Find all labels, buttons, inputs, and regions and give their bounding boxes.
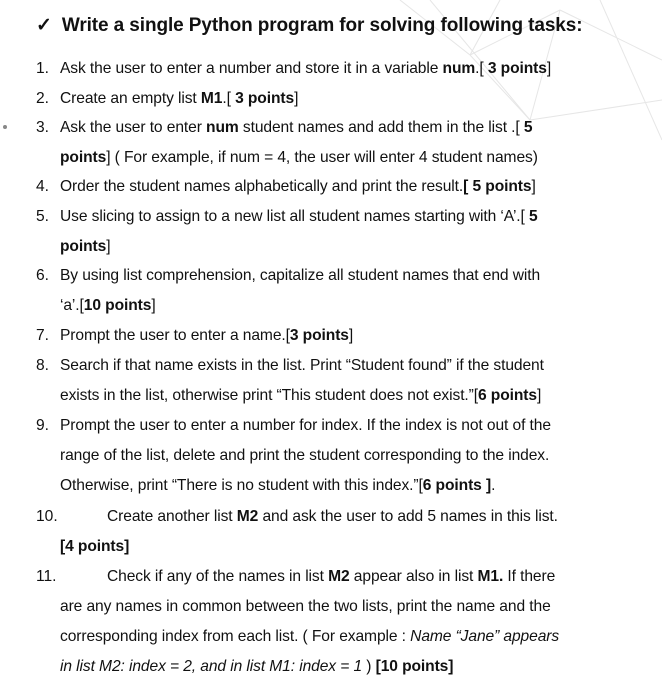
item-text-line: Ask the user to enter num student names and add them in the list .[ 5 bbox=[60, 119, 533, 136]
item-text-line: [4 points] bbox=[60, 538, 130, 555]
item-text-line: Create another list M2 and ask the user to add 5 names in this list. bbox=[107, 508, 558, 525]
item-text-line: ‘a’.[10 points] bbox=[60, 297, 156, 314]
item-number: 3. bbox=[36, 119, 50, 136]
item-text-line: points] bbox=[60, 238, 111, 255]
item-text-line: range of the list, delete and print the student corresponding to the index. bbox=[60, 447, 550, 464]
item-text-line: Prompt the user to enter a number for index. If the index is not out of the bbox=[60, 417, 551, 434]
item-text-line: exists in the list, otherwise print “This student does not exist.”[6 points] bbox=[60, 387, 542, 404]
item-number: 10. bbox=[36, 508, 58, 525]
item-text-line: corresponding index from each list. ( For example : Name “Jane” appears bbox=[60, 628, 560, 645]
item-text-line: Search if that name exists in the list. Print “Student found” if the student bbox=[60, 357, 544, 374]
item-number: 5. bbox=[36, 208, 50, 225]
checkmark-icon: ✓ bbox=[36, 15, 52, 36]
item-text-line: Order the student names alphabetically and print the result.[ 5 points] bbox=[60, 178, 536, 195]
item-text-line: Create an empty list M1.[ 3 points] bbox=[60, 90, 299, 107]
item-number: 1. bbox=[36, 60, 50, 77]
item-number: 7. bbox=[36, 327, 50, 344]
item-text-line: By using list comprehension, capitalize all student names that end with bbox=[60, 267, 541, 284]
page-title bbox=[36, 14, 582, 37]
item-text-line: Check if any of the names in list M2 appear also in list M1. If there bbox=[107, 568, 556, 585]
item-text-line: Otherwise, print “There is no student with this index.”[6 points ]. bbox=[60, 477, 496, 494]
item-number: 8. bbox=[36, 357, 50, 374]
item-text-line: are any names in common between the two lists, print the name and the bbox=[60, 598, 551, 615]
item-number: 11. bbox=[36, 568, 57, 585]
item-text-line: Ask the user to enter a number and store it in a variable num.[ 3 points] bbox=[60, 60, 552, 77]
title-text: Write a single Python program for solving following tasks: bbox=[61, 15, 583, 36]
item-number: 2. bbox=[36, 90, 50, 107]
margin-dot bbox=[3, 125, 7, 129]
item-text-line: Prompt the user to enter a name.[3 points] bbox=[60, 327, 354, 344]
item-number: 4. bbox=[36, 178, 50, 195]
item-number: 9. bbox=[36, 417, 50, 434]
item-text-line: points] ( For example, if num = 4, the user will enter 4 student names) bbox=[60, 149, 538, 166]
item-text-line: Use slicing to assign to a new list all student names starting with ‘A’.[ 5 bbox=[60, 208, 538, 225]
item-text-line: in list M2: index = 2, and in list M1: index = 1 ) [10 points] bbox=[60, 658, 454, 675]
item-number: 6. bbox=[36, 267, 50, 284]
